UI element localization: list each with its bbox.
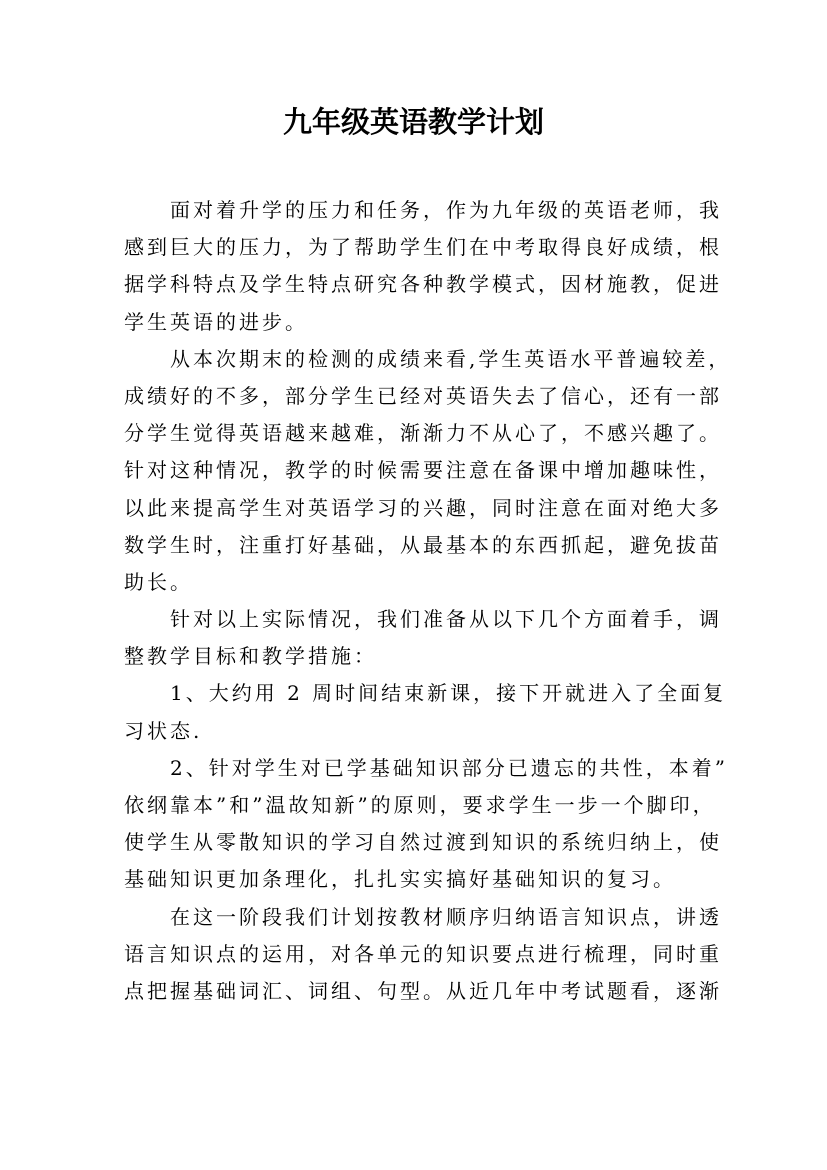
text-line: 语言知识点的运用，对各单元的知识要点进行梳理，同时重 xyxy=(124,941,722,966)
text-line: 习状态. xyxy=(124,718,203,743)
text-line: 学生英语的进步。 xyxy=(124,309,308,334)
text-line: 据学科特点及学生特点研究各种教学模式，因材施教，促进 xyxy=(124,272,722,297)
document-title: 九年级英语教学计划 xyxy=(282,105,544,139)
text-line: 点把握基础词汇、词组、句型。从近几年中考试题看，逐渐 xyxy=(124,978,722,1003)
text-line: 在这一阶段我们计划按教材顺序归纳语言知识点，讲透 xyxy=(170,904,722,929)
text-line: 助长。 xyxy=(124,569,193,594)
text-line: 1、大约用 2 周时间结束新课，接下开就进入了全面复 xyxy=(170,681,727,706)
text-line: 以此来提高学生对英语学习的兴趣，同时注意在面对绝大多 xyxy=(124,495,722,520)
text-line: 针对以上实际情况，我们准备从以下几个方面着手，调 xyxy=(170,607,722,632)
text-line: 整教学目标和教学措施： xyxy=(124,644,377,669)
text-line: 从本次期末的检测的成绩来看,学生英语水平普遍较差， xyxy=(170,346,732,371)
text-line: 基础知识更加条理化，扎扎实实搞好基础知识的复习。 xyxy=(124,867,676,892)
document-body xyxy=(124,192,732,1010)
text-line: 感到巨大的压力，为了帮助学生们在中考取得良好成绩，根 xyxy=(124,235,722,260)
text-line: 依纲靠本”和”温故知新”的原则，要求学生一步一个脚印， xyxy=(124,793,716,817)
text-line: 针对这种情况，教学的时候需要注意在备课中增加趣味性， xyxy=(124,458,722,483)
text-line: 数学生时，注重打好基础，从最基本的东西抓起，避免拔苗 xyxy=(124,532,722,557)
text-line: 成绩好的不多，部分学生已经对英语失去了信心，还有一部 xyxy=(124,383,722,408)
text-line: 分学生觉得英语越来越难，渐渐力不从心了，不感兴趣了。 xyxy=(124,421,722,446)
text-line: 面对着升学的压力和任务，作为九年级的英语老师，我 xyxy=(170,198,722,222)
text-line: 使学生从零散知识的学习自然过渡到知识的系统归纳上，使 xyxy=(124,830,722,855)
text-line: 2、针对学生对已学基础知识部分已遗忘的共性，本着” xyxy=(170,755,728,780)
